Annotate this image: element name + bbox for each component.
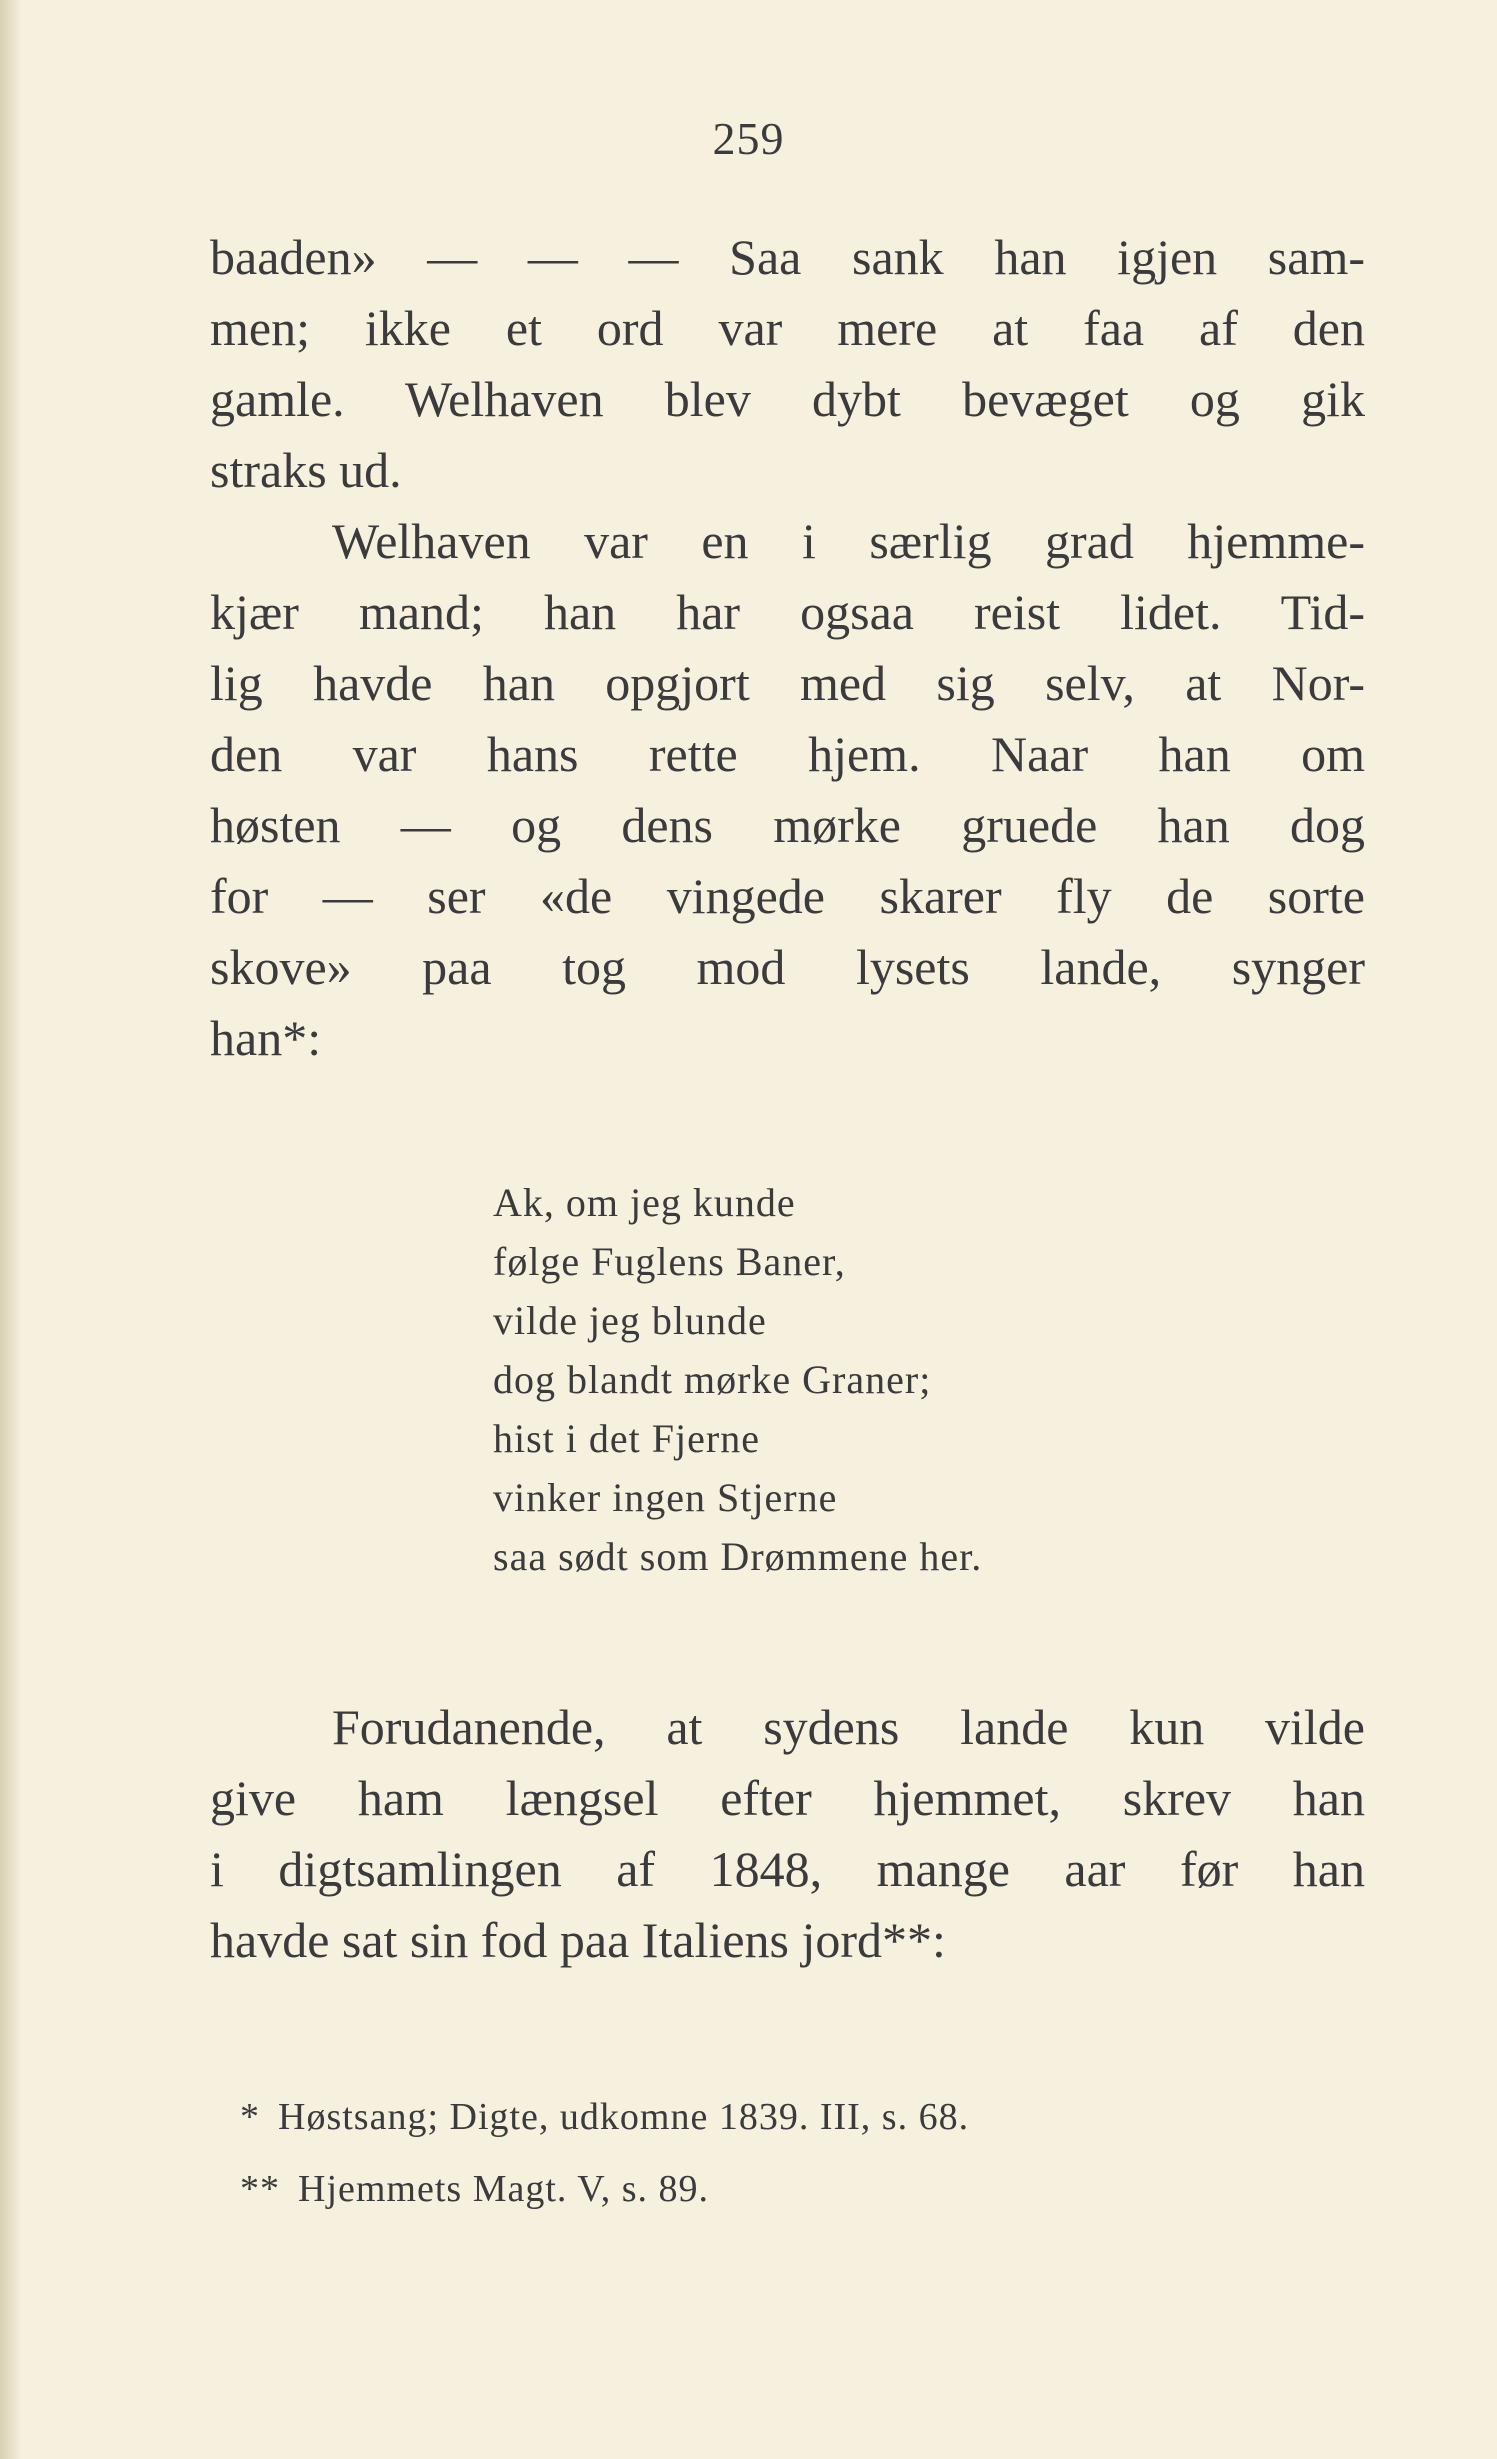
paragraph-3 bbox=[210, 1692, 1365, 1976]
text-line: den var hans rette hjem. Naar han om bbox=[210, 726, 1365, 782]
poem-line: Ak, om jeg kunde bbox=[493, 1180, 796, 1225]
footnotes bbox=[240, 2081, 969, 2225]
footnote-marker: ** bbox=[240, 2168, 280, 2210]
text-line: Forudanende, at sydens lande kun vilde bbox=[332, 1699, 1365, 1755]
page-number: 259 bbox=[712, 113, 785, 164]
text-line: i digtsamlingen af 1848, mange aar før han bbox=[210, 1841, 1365, 1897]
poem-stanza bbox=[493, 1173, 982, 1586]
text-line: havde sat sin fod paa Italiens jord**: bbox=[210, 1912, 946, 1968]
text-line: gamle. Welhaven blev dybt bevæget og gik bbox=[210, 371, 1365, 427]
page-binding-shadow bbox=[0, 0, 22, 2459]
paragraph-1 bbox=[210, 222, 1365, 506]
text-line: høsten — og dens mørke gruede han dog bbox=[210, 797, 1365, 853]
footnote-text: Høstsang; Digte, udkomne 1839. III, s. 68. bbox=[278, 2096, 970, 2138]
footnote-1 bbox=[240, 2081, 969, 2153]
text-line: Welhaven var en i særlig grad hjemme- bbox=[332, 513, 1365, 569]
text-line: men; ikke et ord var mere at faa af den bbox=[210, 300, 1365, 356]
poem-line: følge Fuglens Baner, bbox=[493, 1239, 846, 1284]
poem-line: vilde jeg blunde bbox=[493, 1298, 767, 1343]
poem-line: saa sødt som Drømmene her. bbox=[493, 1534, 983, 1579]
text-line: skove» paa tog mod lysets lande, synger bbox=[210, 939, 1365, 995]
poem-line: hist i det Fjerne bbox=[493, 1416, 760, 1461]
poem-line: dog blandt mørke Graner; bbox=[493, 1357, 932, 1402]
text-line: straks ud. bbox=[210, 442, 402, 498]
footnote-marker: * bbox=[240, 2096, 260, 2138]
text-line: kjær mand; han har ogsaa reist lidet. Tid- bbox=[210, 584, 1365, 640]
text-line: give ham længsel efter hjemmet, skrev han bbox=[210, 1770, 1365, 1826]
poem-line: vinker ingen Stjerne bbox=[493, 1475, 838, 1520]
text-line: lig havde han opgjort med sig selv, at Nor- bbox=[210, 655, 1365, 711]
footnote-2 bbox=[240, 2153, 969, 2225]
text-line: han*: bbox=[210, 1010, 322, 1066]
paragraph-2 bbox=[210, 506, 1365, 1074]
text-line: baaden» — — — Saa sank han igjen sam- bbox=[210, 229, 1365, 285]
text-line: for — ser «de vingede skarer fly de sorte bbox=[210, 868, 1365, 924]
footnote-text: Hjemmets Magt. V, s. 89. bbox=[298, 2168, 710, 2210]
